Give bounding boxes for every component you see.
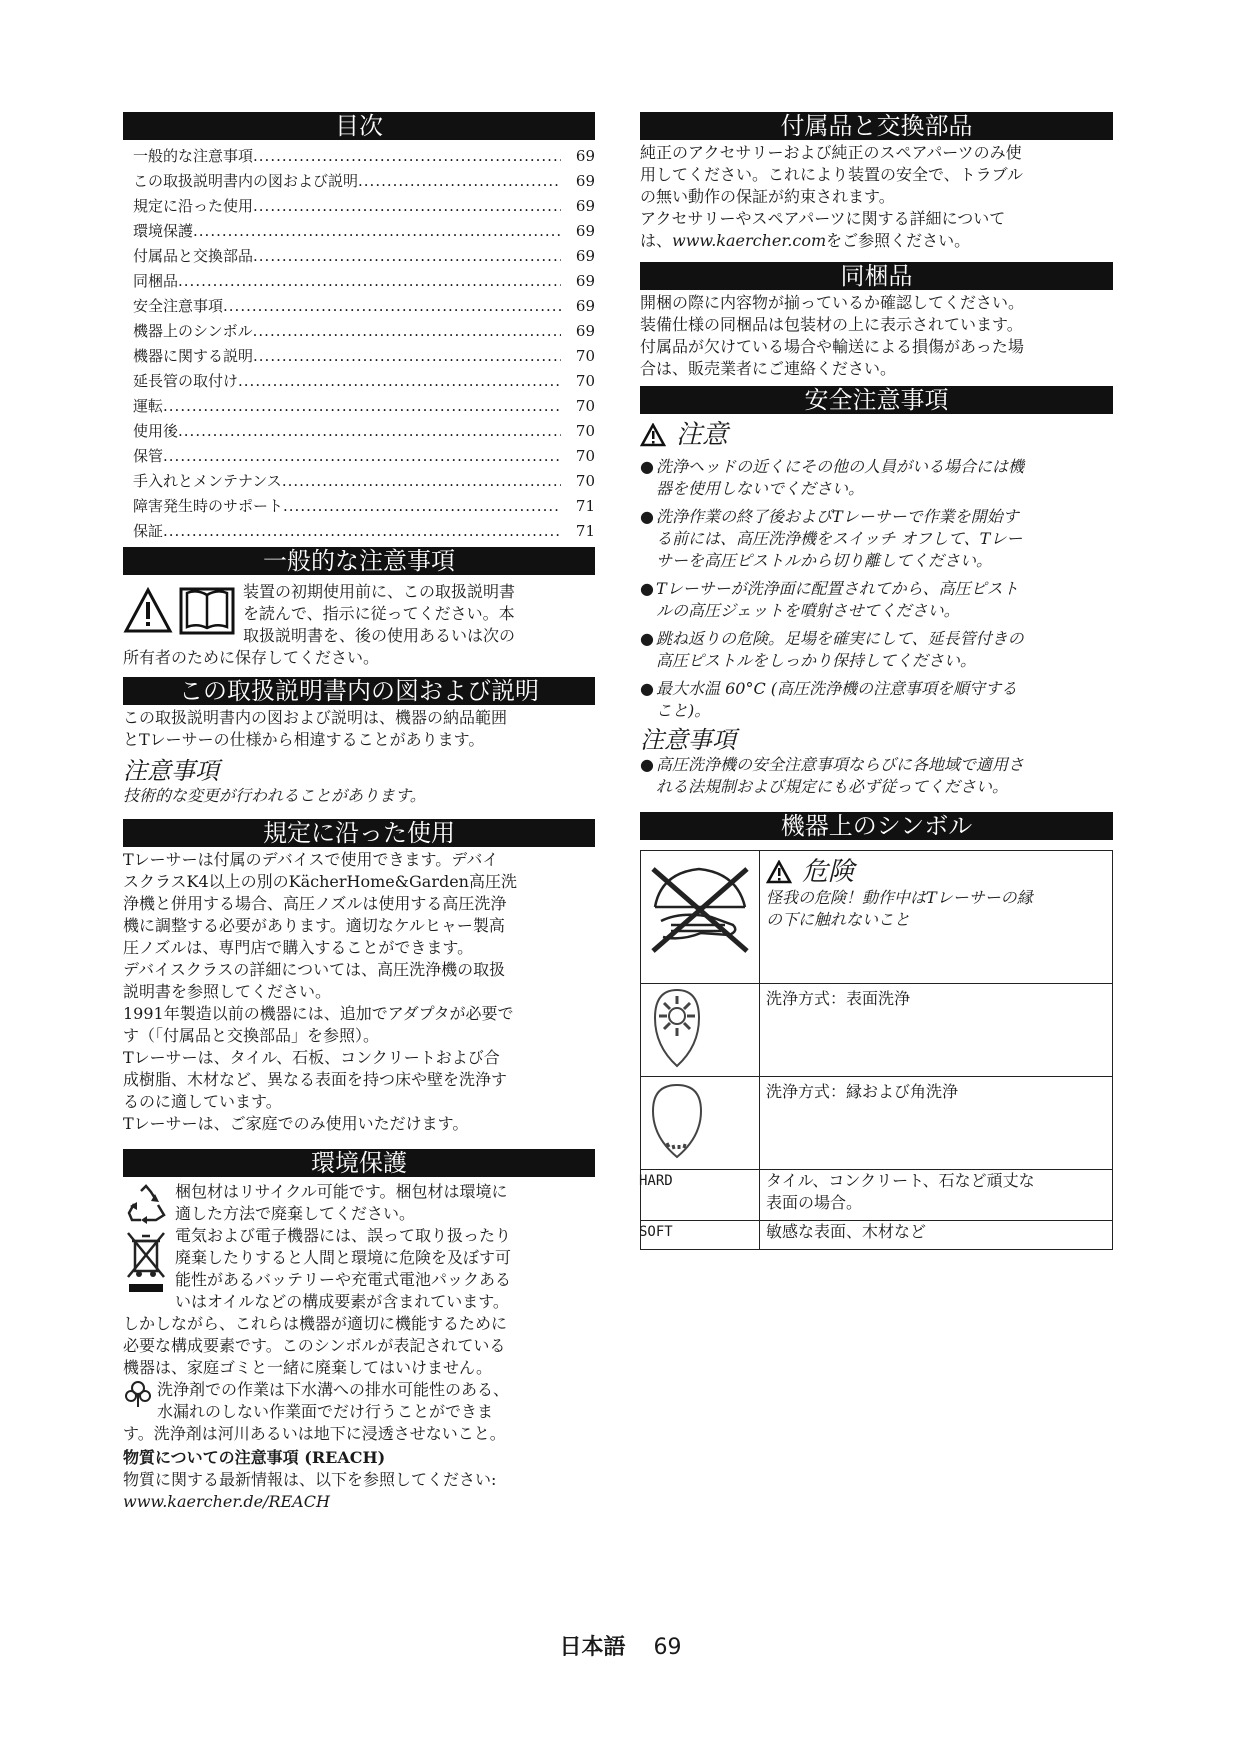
toc-entry-label: 機器上のシンボル <box>133 322 253 340</box>
safety-bullet-line: 洗浄作業の終了後およびTレーサーで作業を開始す <box>656 507 1019 526</box>
toc-entry[interactable] <box>123 219 595 244</box>
right-column <box>640 112 1113 1250</box>
safety-note-title: 注意事項 <box>640 726 736 754</box>
symbol-row-edge <box>641 1077 1113 1170</box>
safety-bullet <box>640 506 1113 572</box>
safety-bullet <box>640 456 1113 500</box>
toc-entry-label: 安全注意事項 <box>133 297 224 315</box>
accessories-last-prefix: は、 <box>640 231 673 250</box>
intended-use-line: Tレーサーは、タイル、石板、コンクリートおよび合 <box>123 1048 500 1067</box>
hard-text-2: 表面の場合。 <box>766 1193 863 1212</box>
accessories-line: 用してください。これにより装置の安全で、トラブル <box>640 165 1024 184</box>
toc-leader-dots <box>178 419 561 444</box>
bullet-dot: ● <box>640 629 654 648</box>
safety-note-2: れる法規制および規定にも必ず従ってください。 <box>656 777 1009 796</box>
toc-entry[interactable] <box>123 244 595 269</box>
weee-text-7: 機器は、家庭ゴミと一緒に廃棄してはいけません。 <box>123 1358 492 1377</box>
environment-heading: 環境保護 <box>123 1149 595 1177</box>
safety-bullet-line: 高圧ピストルをしっかり保持してください。 <box>656 651 977 670</box>
scope-heading: 同梱品 <box>640 262 1113 290</box>
recycle-text-2: 適した方法で廃棄してください。 <box>175 1204 416 1223</box>
toc-entry-label: 機器に関する説明 <box>133 347 254 365</box>
symbol-row-soft <box>641 1221 1113 1250</box>
danger-text-1: 怪我の危険！動作中はTレーサーの縁 <box>766 888 1033 907</box>
toc-entry-label: 保証 <box>133 522 164 540</box>
scope-line: 合は、販売業者にご連絡ください。 <box>640 359 897 378</box>
surface-cleaning-icon <box>641 984 759 1070</box>
safety-bullet-line: こと)。 <box>656 701 711 720</box>
detergent-text-3: す。洗浄剤は河川あるいは地下に浸透させないこと。 <box>123 1424 506 1443</box>
accessories-line: の無い動作の保証が約束されます。 <box>640 187 895 206</box>
reach-text: 物質に関する最新情報は、以下を参照してください: <box>123 1470 497 1489</box>
toc-entry[interactable] <box>123 469 595 494</box>
toc-entry-label: 延長管の取付け <box>133 372 239 390</box>
toc-entry-page: 69 <box>575 147 595 165</box>
general-text-2: を読んで、指示に従ってください。本 <box>243 604 515 623</box>
environment-section <box>123 1181 595 1513</box>
safety-bullet-line: 洗浄ヘッドの近くにその他の人員がいる場合には機 <box>656 457 1025 476</box>
toc-entry-page: 70 <box>575 397 595 415</box>
intended-use-line: スクラスK4以上の別のKächerHome&Garden高圧洗 <box>123 872 517 891</box>
toc-entry[interactable] <box>123 319 595 344</box>
reach-title: 物質についての注意事項 (REACH) <box>123 1448 386 1467</box>
scope-line: 付属品が欠けている場合や輸送による損傷があった場 <box>640 337 1024 356</box>
weee-text-4: いはオイルなどの構成要素が含まれています。 <box>175 1292 509 1311</box>
toc-entry[interactable] <box>123 344 595 369</box>
intended-use-line: デバイスクラスの詳細については、高圧洗浄機の取扱 <box>123 960 506 979</box>
toc-entry-label: 付属品と交換部品 <box>133 247 254 265</box>
general-text-1: 装置の初期使用前に、この取扱説明書 <box>243 582 516 601</box>
toc-entry-label: 保管 <box>133 447 164 465</box>
toc-entry-label: 規定に沿った使用 <box>133 197 254 215</box>
detergent-icon <box>125 1379 151 1409</box>
weee-text-2: 廃棄したりすると人間と環境に危険を及ぼす可 <box>175 1248 512 1267</box>
safety-bullet-line: 跳ね返りの危険。足場を確実にして、延長管付きの <box>656 629 1024 648</box>
figures-note-title: 注意事項 <box>123 757 219 785</box>
soft-text: 敏感な表面、木材など <box>760 1221 1113 1250</box>
toc-entry-label: 同梱品 <box>133 272 179 290</box>
danger-triangle-icon <box>766 860 792 884</box>
toc-leader-dots <box>253 194 561 219</box>
safety-heading: 安全注意事項 <box>640 386 1113 414</box>
toc-leader-dots <box>178 269 561 294</box>
toc-entry[interactable] <box>123 369 595 394</box>
toc-entry-page: 70 <box>575 347 595 365</box>
toc-entry-page: 70 <box>575 447 595 465</box>
detergent-text-1: 洗浄剤での作業は下水溝への排水可能性のある、 <box>157 1380 510 1399</box>
safety-bullet <box>640 628 1113 672</box>
recycle-text-1: 梱包材はリサイクル可能です。梱包材は環境に <box>175 1182 508 1201</box>
toc-list <box>123 144 595 544</box>
toc-entry-label: 一般的な注意事項 <box>133 147 254 165</box>
toc-entry[interactable] <box>123 444 595 469</box>
intended-use-line: 浄機と併用する場合、高圧ノズルは使用する高圧洗浄 <box>123 894 507 913</box>
safety-note-1: 高圧洗浄機の安全注意事項ならびに各地域で適用さ <box>656 755 1025 774</box>
general-text-3: 取扱説明書を、後の使用あるいは次の <box>243 626 516 645</box>
toc-entry-page: 70 <box>575 422 595 440</box>
detergent-text-2: 水漏れのしない作業面でだけ行うことができま <box>157 1402 494 1421</box>
figures-heading: この取扱説明書内の図および説明 <box>123 677 595 705</box>
intended-use-line: 機に調整する必要があります。適切なケルヒャー製高 <box>123 916 505 935</box>
weee-text-6: 必要な構成要素です。このシンボルが表記されている <box>123 1336 506 1355</box>
toc-entry-label: 環境保護 <box>133 222 194 240</box>
accessories-url[interactable]: www.kaercher.com <box>672 231 827 250</box>
accessories-last-suffix: をご参照ください。 <box>826 231 971 250</box>
symbol-row-hard <box>641 1170 1113 1221</box>
figures-text-2: とTレーサーの仕様から相違することがあります。 <box>123 730 485 749</box>
safety-bullet-line: サーを高圧ピストルから切り離してください。 <box>656 551 993 570</box>
toc-entry[interactable] <box>123 144 595 169</box>
figures-note-text: 技術的な変更が行われることがあります。 <box>123 786 426 805</box>
safety-bullet <box>640 678 1113 722</box>
safety-bullet-line: 最大水温 60°C (高圧洗浄機の注意事項を順守する <box>656 679 1018 698</box>
weee-text-3: 能性があるバッテリーや充電式電池パックある <box>175 1270 512 1289</box>
toc-leader-dots <box>163 444 561 469</box>
toc-leader-dots <box>283 494 561 519</box>
toc-entry[interactable] <box>123 394 595 419</box>
toc-leader-dots <box>282 469 561 494</box>
toc-entry-label: 使用後 <box>133 422 179 440</box>
intended-use-section <box>123 849 595 1135</box>
footer-language: 日本語 <box>559 1635 626 1660</box>
accessories-line: アクセサリーやスペアパーツに関する詳細について <box>640 209 1006 228</box>
toc-entry[interactable] <box>123 269 595 294</box>
scope-section <box>640 292 1113 380</box>
weee-text-1: 電気および電子機器には、誤って取り扱ったり <box>175 1226 512 1245</box>
toc-leader-dots <box>253 344 561 369</box>
symbols-table <box>640 850 1113 1250</box>
toc-leader-dots <box>163 394 561 419</box>
symbols-heading: 機器上のシンボル <box>640 812 1113 840</box>
recycling-icon <box>125 1183 167 1225</box>
toc-leader-dots <box>193 219 561 244</box>
toc-entry[interactable] <box>123 169 595 194</box>
toc-entry-page: 69 <box>575 247 595 265</box>
danger-heading <box>766 857 1106 887</box>
toc-leader-dots <box>253 244 561 269</box>
toc-entry-page: 69 <box>575 222 595 240</box>
intended-use-line: 圧ノズルは、専門店で購入することができます。 <box>123 938 474 957</box>
bullet-dot: ● <box>640 457 654 476</box>
caution-heading <box>640 420 1113 450</box>
intended-use-line: す（「付属品と交換部品」を参照）。 <box>123 1026 380 1045</box>
edge-cleaning-icon <box>641 1077 759 1163</box>
toc-entry-page: 71 <box>575 497 595 515</box>
toc-leader-dots <box>358 169 561 194</box>
toc-entry-page: 70 <box>575 472 595 490</box>
intended-use-heading: 規定に沿った使用 <box>123 819 595 847</box>
toc-leader-dots <box>223 294 561 319</box>
warning-triangle-icon <box>123 587 173 635</box>
scope-line: 装備仕様の同梱品は包装材の上に表示されています。 <box>640 315 1023 334</box>
danger-title: 危険 <box>802 857 855 887</box>
symbol-row-danger <box>641 851 1113 984</box>
safety-bullet-line: 器を使用しないでください。 <box>656 479 865 498</box>
toc-entry-page: 70 <box>575 372 595 390</box>
toc-entry[interactable] <box>123 294 595 319</box>
safety-bullet-line: ルの高圧ジェットを噴射させてください。 <box>656 601 960 620</box>
general-section <box>123 579 595 669</box>
toc-heading: 目次 <box>123 112 595 140</box>
intended-use-line: 説明書を参照してください。 <box>123 982 332 1001</box>
hard-label: HARD <box>639 1173 673 1189</box>
toc-entry-label: 運転 <box>133 397 164 415</box>
figures-text-1: この取扱説明書内の図および説明は、機器の納品範囲 <box>123 708 508 727</box>
toc-entry-label: 障害発生時のサポート <box>133 497 284 515</box>
toc-entry-page: 69 <box>575 322 595 340</box>
bullet-dot: ● <box>640 507 654 526</box>
footer-page-number: 69 <box>653 1635 682 1660</box>
intended-use-line: るのに適しています。 <box>123 1092 282 1111</box>
bullet-dot: ● <box>640 679 654 698</box>
toc-leader-dots <box>238 369 561 394</box>
soft-label: SOFT <box>639 1224 673 1240</box>
toc-leader-dots <box>253 319 561 344</box>
weee-text-5: しかしながら、これらは機器が適切に機能するために <box>123 1314 508 1333</box>
caution-triangle-icon <box>640 423 666 447</box>
toc-entry-label: この取扱説明書内の図および説明 <box>133 172 359 190</box>
safety-bullet <box>640 578 1113 622</box>
reach-url[interactable]: www.kaercher.de/REACH <box>123 1492 330 1511</box>
surface-cleaning-text: 洗浄方式：表面洗浄 <box>760 984 1113 1077</box>
toc-entry-page: 69 <box>575 272 595 290</box>
symbol-row-surface <box>641 984 1113 1077</box>
intended-use-line: Tレーサーは付属のデバイスで使用できます。デバイ <box>123 850 499 869</box>
intended-use-line: Tレーサーは、ご家庭でのみ使用いただけます。 <box>123 1114 469 1133</box>
toc-entry[interactable] <box>123 494 595 519</box>
accessories-line: 純正のアクセサリーおよび純正のスペアパーツのみ使 <box>640 143 1022 162</box>
safety-section <box>640 420 1113 798</box>
crossed-bin-icon <box>125 1229 167 1295</box>
scope-line: 開梱の際に内容物が揃っているか確認してください。 <box>640 293 1025 312</box>
hard-text-1: タイル、コンクリート、石など頑丈な <box>766 1171 1035 1190</box>
toc-entry-page: 69 <box>575 172 595 190</box>
toc-leader-dots <box>163 519 561 544</box>
caution-title: 注意 <box>676 420 729 450</box>
accessories-heading: 付属品と交換部品 <box>640 112 1113 140</box>
toc-entry[interactable] <box>123 194 595 219</box>
toc-leader-dots <box>253 144 561 169</box>
toc-entry-page: 69 <box>575 197 595 215</box>
edge-cleaning-text: 洗浄方式：縁および角洗浄 <box>760 1077 1113 1170</box>
general-text-4: 所有者のために保存してください。 <box>123 648 380 667</box>
intended-use-line: 成樹脂、木材など、異なる表面を持つ床や壁を洗浄す <box>123 1070 508 1089</box>
left-column <box>123 112 595 1513</box>
bullet-dot: ● <box>640 579 654 598</box>
accessories-section <box>640 142 1113 252</box>
safety-bullet-line: Tレーサーが洗浄面に配置されてから、高圧ピスト <box>656 579 1019 598</box>
safety-bullet-line: る前には、高圧洗浄機をスイッチ オフして、Tレー <box>656 529 1023 548</box>
no-hands-under-edge-icon <box>641 851 759 977</box>
toc-entry[interactable] <box>123 419 595 444</box>
toc-entry[interactable] <box>123 519 595 544</box>
toc-entry-page: 71 <box>575 522 595 540</box>
page-footer <box>0 1630 1241 1661</box>
toc-entry-label: 手入れとメンテナンス <box>133 472 282 490</box>
general-heading: 一般的な注意事項 <box>123 547 595 575</box>
danger-text-2: の下に触れないこと <box>766 910 911 929</box>
safety-note-item: ● 高圧洗浄機の安全注意事項ならびに各地域で適用さ れる法規制および規定にも必ず従ってください。 <box>640 755 1025 796</box>
intended-use-line: 1991年製造以前の機器には、追加でアダプタが必要で <box>123 1004 514 1023</box>
toc-entry-page: 69 <box>575 297 595 315</box>
manual-book-icon <box>179 583 235 635</box>
figures-section <box>123 707 595 807</box>
